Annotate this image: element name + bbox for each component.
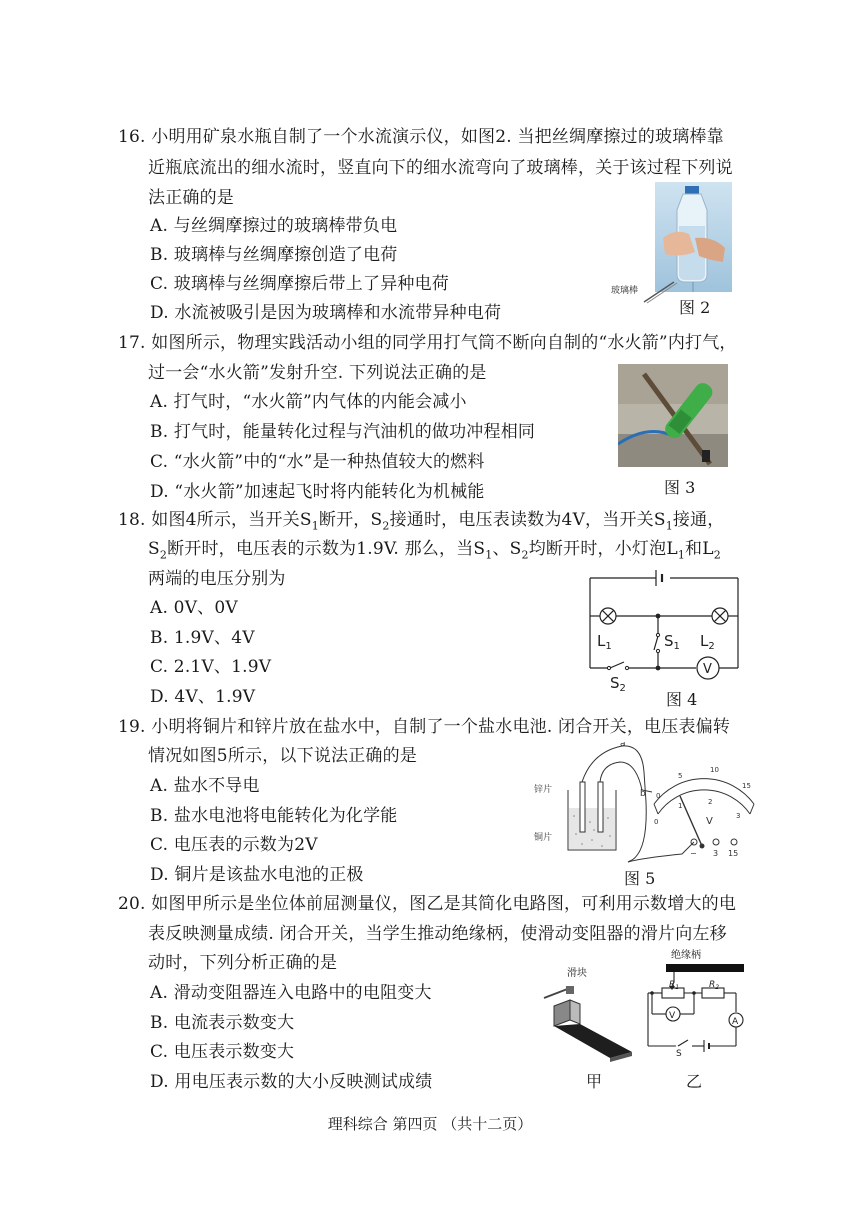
q16-option-c: C. 玻璃棒与丝绸摩擦后带上了异种电荷 [150,274,450,294]
terminal-3-label: 3 [713,849,719,858]
label-L1: $L_1$ [597,632,612,652]
q16-line3: 法正确的是 [148,188,234,208]
meter-unit-label: V [706,816,713,827]
scale-top-10: 10 [710,766,719,774]
q17-option-d: D. “水火箭”加速起飞时将内能转化为机械能 [150,482,485,502]
handle-label: 绝缘柄 [671,950,701,961]
q17-option-c: C. “水火箭”中的“水”是一种热值较大的燃料 [150,452,485,472]
figure-2-photo [655,182,732,292]
subscript: 2 [713,548,721,562]
scale-top-15: 15 [742,782,751,790]
scale-bottom-0: 0 [654,818,659,826]
glass-rod-label: 玻璃棒 [611,286,639,296]
q18-option-d: D. 4V、1.9V [150,687,256,707]
scale-bottom-1: 1 [678,802,683,810]
q19-option-b: B. 盐水电池将电能转化为化学能 [150,806,398,826]
q16-line2: 近瓶底流出的细水流时，竖直向下的细水流弯向了玻璃棒，关于该过程下列说 [148,158,733,178]
q18-line2-part-d: 均断开时，小灯泡L [528,539,678,559]
ammeter-symbol: A [732,1017,739,1027]
figure-yi-caption: 乙 [686,1072,703,1091]
subscript: 1 [665,519,673,533]
q19-option-a: A. 盐水不导电 [150,776,260,796]
figure-jia-caption: 甲 [586,1072,603,1091]
voltmeter-symbol: V [703,662,712,677]
q16-option-a: A. 与丝绸摩擦过的玻璃棒带负电 [150,216,398,236]
terminal-15-label: 15 [728,849,739,858]
label-R1: $R_1$ [669,980,680,991]
subscript: 2 [382,519,390,533]
q19-line2: 情况如图5所示，以下说法正确的是 [148,746,418,766]
subscript: 1 [677,548,686,562]
q20-line3: 动时，下列分析正确的是 [148,953,338,973]
q20-option-b: B. 电流表示数变大 [150,1013,295,1033]
q16-option-d: D. 水流被吸引是因为玻璃棒和水流带异种电荷 [150,303,502,323]
page-footer: 理科综合 第四页 （共十二页） [327,1115,533,1133]
scale-top-5: 5 [678,772,683,780]
q19-option-d: D. 铜片是该盐水电池的正极 [150,865,364,885]
q20-line1: 20. 如图甲所示是坐位体前屈测量仪，图乙是其简化电路图，可利用示数增大的电 [118,894,737,914]
subscript: 1 [311,519,319,533]
q16-option-b: B. 玻璃棒与丝绸摩擦创造了电荷 [150,245,398,265]
q17-line2: 过一会“水火箭”发射升空. 下列说法正确的是 [148,363,487,383]
figure-3-caption: 图 3 [664,478,696,497]
terminal-minus-label: − [690,849,697,858]
voltmeter-symbol: V [669,1011,676,1021]
scale-bottom-3: 3 [736,812,741,820]
q16-line1: 16. 小明用矿泉水瓶自制了一个水流演示仪，如图2. 当把丝绸摩擦过的玻璃棒靠 [118,127,724,147]
subscript: 2 [159,548,168,562]
q18-line1 [118,509,725,537]
terminal-a-label: a [620,742,626,749]
q18-line3: 两端的电压分别为 [148,569,286,589]
q18-option-b: B. 1.9V、4V [150,628,255,648]
glass-rod-drawing [640,278,680,304]
q18-line2-part-c: 、S [492,539,522,559]
q18-line1-part-b: 断开，S [318,510,383,530]
label-L2: $L_2$ [700,632,715,652]
q18-line2-part-e: 和L [685,539,714,559]
q17-option-a: A. 打气时，“水火箭”内气体的内能会减小 [150,392,467,412]
figure-jia-device [540,966,640,1062]
q18-option-a: A. 0V、0V [150,598,238,618]
terminal-b-label: b [640,789,646,799]
q18-line1-part-d: 接通， [672,510,725,530]
scale-bottom-2: 2 [708,798,713,806]
figure-5-diagram [532,742,760,866]
q20-line2: 表反映测量成绩. 闭合开关，当学生推动绝缘柄，使滑动变阻器的滑片向左移 [148,924,727,944]
figure-yi-circuit [638,956,748,1056]
figure-4-circuit [584,566,744,694]
figure-4-caption: 图 4 [666,690,698,709]
figure-2-caption: 图 2 [679,298,711,317]
q18-line1-part-c: 接通时，电压表读数为4V，当开关S [389,510,666,530]
figure-5-caption: 图 5 [624,869,656,888]
q17-option-b: B. 打气时，能量转化过程与汽油机的做功冲程相同 [150,422,536,442]
q20-option-a: A. 滑动变阻器连入电路中的电阻变大 [150,983,432,1003]
q19-line1: 19. 小明将铜片和锌片放在盐水中，自制了一个盐水电池. 闭合开关，电压表偏转 [118,717,731,737]
zinc-plate-label: 锌片 [534,785,553,795]
scale-top-0: 0 [656,792,661,800]
q17-line1: 17. 如图所示，物理实践活动小组的同学用打气筒不断向自制的“水火箭”内打气， [118,333,737,353]
label-S1: $S_1$ [664,632,680,652]
q20-option-d: D. 用电压表示数的大小反映测试成绩 [150,1072,433,1092]
label-S: S [676,1049,682,1056]
q19-option-c: C. 电压表的示数为2V [150,835,318,855]
copper-plate-label: 铜片 [534,833,553,843]
q18-line1-part-a: 18. 如图4所示，当开关S [118,510,312,530]
subscript: 2 [521,548,529,562]
q18-line2-part-b: 断开时，电压表的示数为1.9V. 那么，当S [167,539,486,559]
figure-3-photo [618,364,728,467]
q18-option-c: C. 2.1V、1.9V [150,657,272,677]
label-S2: $S_2$ [610,674,626,694]
q18-line2 [148,538,721,566]
q20-option-c: C. 电压表示数变大 [150,1042,295,1062]
label-R2: $R_2$ [709,980,720,991]
subscript: 1 [485,548,493,562]
slider-label: 滑块 [567,968,587,979]
q18-line2-part-a: S [148,539,160,559]
